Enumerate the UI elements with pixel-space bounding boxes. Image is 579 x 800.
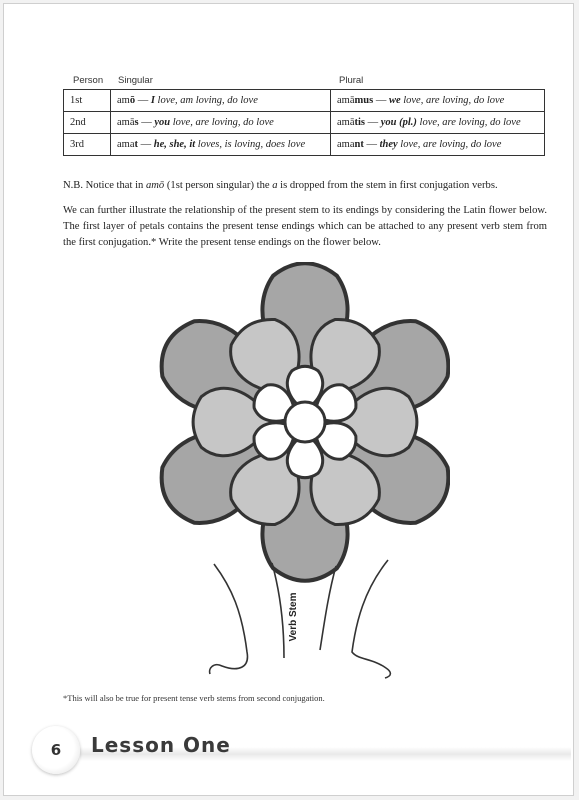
dash: — bbox=[373, 95, 389, 106]
header-plural: Plural bbox=[339, 75, 364, 86]
dash: — bbox=[363, 139, 380, 150]
nota-bene bbox=[63, 178, 547, 194]
nb-text: (1st person singular) the bbox=[164, 180, 273, 191]
verb-ending: nt bbox=[354, 139, 364, 150]
verb-stem: amā bbox=[337, 117, 355, 128]
verb-ending: t bbox=[134, 139, 138, 150]
nb-text: N.B. Notice that in bbox=[63, 180, 146, 191]
dash: — bbox=[135, 95, 151, 106]
dash: — bbox=[138, 139, 154, 150]
translation: love, are loving, do love bbox=[416, 117, 521, 128]
verb-stem: ama bbox=[117, 139, 135, 150]
dash: — bbox=[138, 117, 155, 128]
pronoun: you (pl.) bbox=[380, 117, 417, 128]
translation: love, are loving, do love bbox=[400, 95, 505, 106]
verb-ending: tis bbox=[354, 117, 365, 128]
plural-cell bbox=[331, 112, 545, 134]
verb-stem: amā bbox=[337, 95, 355, 106]
flower-center bbox=[285, 402, 325, 442]
latin-flower-diagram bbox=[150, 262, 450, 682]
translation: loves, is loving, does love bbox=[195, 139, 306, 150]
plural-cell bbox=[331, 90, 545, 112]
singular-cell bbox=[111, 90, 331, 112]
verb-stem: ama bbox=[337, 139, 355, 150]
pronoun: they bbox=[379, 139, 398, 150]
page-number-badge: 6 bbox=[32, 726, 80, 774]
nb-letter: a bbox=[272, 180, 278, 191]
translation: love, are loving, do love bbox=[170, 117, 274, 128]
pronoun: you bbox=[154, 117, 171, 128]
verb-ending: s bbox=[134, 117, 139, 128]
header-person: Person bbox=[73, 75, 104, 86]
person-cell: 1st bbox=[64, 90, 111, 112]
pronoun: I bbox=[150, 95, 155, 106]
pronoun: he, she, it bbox=[153, 139, 196, 150]
singular-cell bbox=[111, 112, 331, 134]
table-row bbox=[64, 90, 545, 112]
table-row bbox=[64, 112, 545, 134]
pronoun: we bbox=[388, 95, 401, 106]
header-singular: Singular bbox=[118, 75, 153, 86]
conjugation-table bbox=[63, 89, 545, 156]
verb-ending: mus bbox=[354, 95, 374, 106]
table-row bbox=[64, 134, 545, 156]
lesson-title: Lesson One bbox=[91, 733, 231, 757]
translation: love, am loving, do love bbox=[154, 95, 258, 106]
dash: — bbox=[365, 117, 381, 128]
instruction-paragraph: We can further illustrate the relationship of the present stem to its endings by considering the Latin flower below. The first layer of petals contains the present tense endings which can be attached to any present verb stem from the first conjugation.* Write the present tense endings on the flower below. bbox=[63, 205, 547, 248]
plural-cell bbox=[331, 134, 545, 156]
nb-word: amō bbox=[145, 180, 165, 191]
person-cell: 3rd bbox=[64, 134, 111, 156]
person-cell: 2nd bbox=[64, 112, 111, 134]
verb-ending: ō bbox=[129, 95, 136, 106]
footnote: *This will also be true for present tense verb stems from second conjugation. bbox=[63, 693, 325, 703]
translation: love, are loving, do love bbox=[397, 139, 502, 150]
verb-stem: amā bbox=[117, 117, 135, 128]
verb-stem: am bbox=[117, 95, 130, 106]
nb-text: is dropped from the stem in first conjugation verbs. bbox=[277, 180, 498, 191]
singular-cell bbox=[111, 134, 331, 156]
verb-stem-label: Verb Stem bbox=[288, 592, 299, 642]
